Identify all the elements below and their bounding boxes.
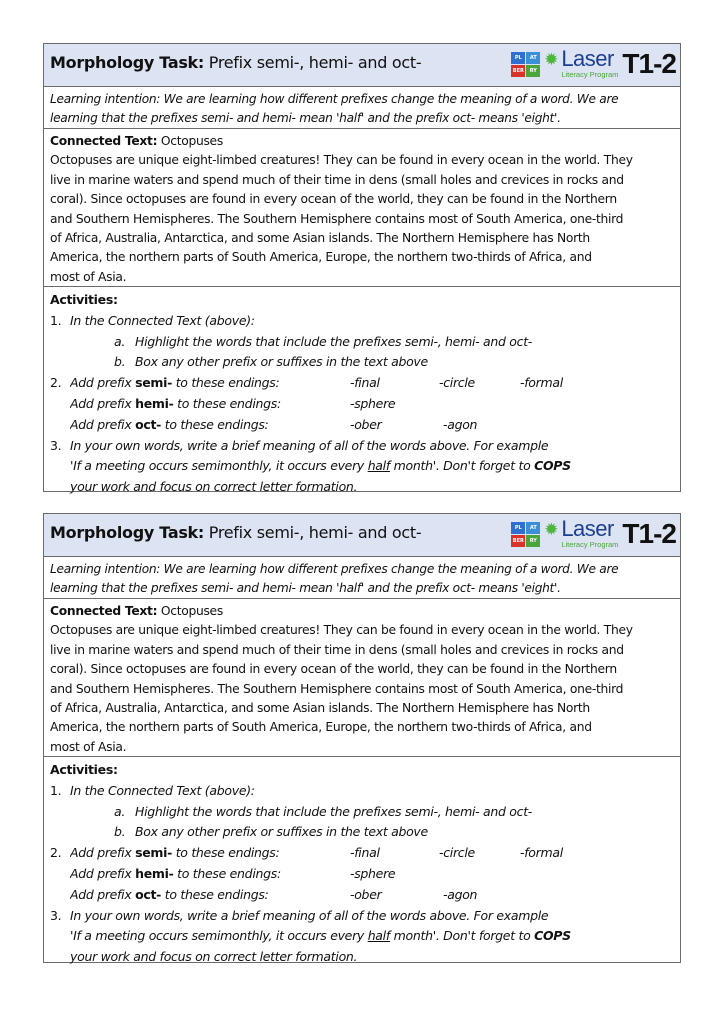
text-line: live in marine waters and spend much of their time in dens (small holes and crevices in rocks and <box>50 642 624 657</box>
activity-2-oct <box>50 415 674 436</box>
learning-intention <box>44 557 680 599</box>
activity-text: Highlight the words that include the prefixes semi-, hemi- and oct- <box>135 803 533 819</box>
activity-1b <box>50 822 674 843</box>
task-title-topic: Prefix semi-, hemi- and oct- <box>203 523 422 542</box>
text-fragment: to these endings: <box>172 375 280 391</box>
text-fragment: Add prefix <box>70 416 136 432</box>
puzzle-tile: BER <box>511 65 525 77</box>
learning-intention <box>44 87 680 129</box>
puzzle-tile: PL <box>511 522 525 534</box>
text-line: live in marine waters and spend much of their time in dens (small holes and crevices in rocks and <box>50 172 624 187</box>
text-line: and Southern Hemispheres. The Southern Hemisphere contains most of South America, one-third <box>50 211 624 226</box>
activity-3 <box>50 906 674 927</box>
text-fragment: month'. Don't forget to <box>389 928 535 944</box>
item-number: 3. <box>50 437 62 453</box>
text-fragment: 'If a meeting occurs semimonthly, it occurs every <box>70 458 368 474</box>
logo-brand: Laser <box>561 516 614 541</box>
cops-keyword: COPS <box>534 928 571 944</box>
item-number: 3. <box>50 907 62 923</box>
level-badge: T1-2 <box>622 518 676 549</box>
activities-label: Activities: <box>50 292 118 307</box>
text-line: and Southern Hemispheres. The Southern Hemisphere contains most of South America, one-third <box>50 681 624 696</box>
item-number: 1. <box>50 782 62 798</box>
activity-2-semi <box>50 373 674 394</box>
activity-text <box>70 415 338 436</box>
activity-text <box>70 843 338 864</box>
underlined-word: half <box>367 458 390 474</box>
logo-tagline: Literacy Program <box>561 540 619 549</box>
text-fragment: to these endings: <box>161 416 269 432</box>
logo-brand: Laser <box>561 46 614 71</box>
text-line: coral). Since octopuses are found in every ocean of the world, they can be found in the Northern <box>50 662 617 677</box>
text-line: most of Asia. <box>50 269 127 284</box>
ending: -agon <box>443 886 478 902</box>
activity-text: In your own words, write a brief meaning of all of the words above. For example <box>70 907 549 923</box>
item-number: 2. <box>50 375 62 391</box>
activity-3-line2 <box>50 456 674 477</box>
item-number: 2. <box>50 845 62 861</box>
activity-1a <box>50 332 674 353</box>
ending: -formal <box>520 375 563 391</box>
cops-keyword: COPS <box>534 458 571 474</box>
activity-text <box>70 885 338 906</box>
text-fragment: month'. Don't forget to <box>389 458 535 474</box>
activity-text <box>70 373 338 394</box>
connected-text-label: Connected Text: <box>50 134 158 148</box>
activity-3-line3 <box>50 477 674 498</box>
prefix: hemi- <box>135 865 174 881</box>
laser-literacy-logo <box>511 48 676 82</box>
puzzle-tile: BER <box>511 535 525 547</box>
activity-2-hemi <box>50 864 674 885</box>
activity-text: In the Connected Text (above): <box>70 312 255 328</box>
learning-intention-line: learning that the prefixes semi- and hemi- mean 'half' and the prefix oct- means 'eight'. <box>50 110 561 125</box>
text-fragment: 'If a meeting occurs semimonthly, it occurs every <box>70 928 368 944</box>
activity-text <box>70 864 338 885</box>
activity-text <box>70 926 571 947</box>
laser-burst-icon: ✹ <box>544 520 559 540</box>
prefix: oct- <box>135 416 162 432</box>
activity-1 <box>50 781 674 802</box>
laser-literacy-logo <box>511 518 676 552</box>
text-line: America, the northern parts of South America, Europe, the northern two-thirds of Africa, and <box>50 250 592 265</box>
activity-3-line2 <box>50 926 674 947</box>
text-fragment: Add prefix <box>70 375 136 391</box>
prefix: semi- <box>135 845 173 861</box>
connected-text-title: Octopuses <box>157 134 223 148</box>
logo-tagline: Literacy Program <box>561 70 619 79</box>
text-line: most of Asia. <box>50 739 127 754</box>
text-fragment: to these endings: <box>172 845 280 861</box>
prefix: hemi- <box>135 395 174 411</box>
task-title-label: Morphology Task: <box>50 53 204 72</box>
activity-3 <box>50 436 674 457</box>
activities <box>44 757 680 970</box>
morphology-task-card <box>43 513 681 963</box>
activities-label: Activities: <box>50 762 118 777</box>
task-title <box>50 523 502 542</box>
card-header <box>44 514 680 557</box>
text-line: of Africa, Australia, Antarctica, and some Asian islands. The Northern Hemisphere has North <box>50 701 590 716</box>
activity-text: Highlight the words that include the prefixes semi-, hemi- and oct- <box>135 333 533 349</box>
puzzle-icon <box>511 52 541 78</box>
morphology-task-card <box>43 43 681 495</box>
card-header <box>44 44 680 87</box>
text-line: America, the northern parts of South America, Europe, the northern two-thirds of Africa, and <box>50 720 592 735</box>
activity-1 <box>50 311 674 332</box>
task-title <box>50 53 502 72</box>
laser-burst-icon: ✹ <box>544 50 559 70</box>
ending: -sphere <box>350 395 396 411</box>
learning-intention-line: learning that the prefixes semi- and hemi- mean 'half' and the prefix oct- means 'eight'. <box>50 580 561 595</box>
connected-text-label: Connected Text: <box>50 604 158 618</box>
underlined-word: half <box>367 928 390 944</box>
task-title-label: Morphology Task: <box>50 523 204 542</box>
activity-3-line3 <box>50 947 674 968</box>
activity-text: In the Connected Text (above): <box>70 782 255 798</box>
activity-1a <box>50 802 674 823</box>
text-fragment: Add prefix <box>70 395 136 411</box>
sub-letter: a. <box>114 803 126 819</box>
activity-text <box>70 394 338 415</box>
prefix: oct- <box>135 886 162 902</box>
ending: -ober <box>350 416 382 432</box>
ending: -circle <box>439 375 475 391</box>
connected-text-title: Octopuses <box>157 604 223 618</box>
text-line: Octopuses are unique eight-limbed creatures! They can be found in every ocean in the world. They <box>50 153 633 168</box>
item-number: 1. <box>50 312 62 328</box>
learning-intention-line: Learning intention: We are learning how different prefixes change the meaning of a word. We are <box>50 562 619 576</box>
text-line: of Africa, Australia, Antarctica, and some Asian islands. The Northern Hemisphere has North <box>50 231 590 246</box>
activity-text: In your own words, write a brief meaning of all of the words above. For example <box>70 437 549 453</box>
sub-letter: a. <box>114 333 126 349</box>
text-fragment: Add prefix <box>70 845 136 861</box>
text-line: Octopuses are unique eight-limbed creatures! They can be found in every ocean in the world. They <box>50 623 633 638</box>
activity-text: Box any other prefix or suffixes in the text above <box>135 354 428 370</box>
ending: -circle <box>439 845 475 861</box>
text-fragment: Add prefix <box>70 886 136 902</box>
ending: -formal <box>520 845 563 861</box>
level-badge: T1-2 <box>622 48 676 79</box>
ending: -final <box>350 375 380 391</box>
logo-wordmark <box>561 48 618 80</box>
task-title-topic: Prefix semi-, hemi- and oct- <box>203 53 422 72</box>
activity-1b <box>50 352 674 373</box>
activity-2-oct <box>50 885 674 906</box>
sub-letter: b. <box>114 354 126 370</box>
ending: -agon <box>443 416 478 432</box>
text-fragment: to these endings: <box>173 395 281 411</box>
text-fragment: to these endings: <box>161 886 269 902</box>
connected-text <box>44 599 680 757</box>
sub-letter: b. <box>114 824 126 840</box>
logo-wordmark <box>561 518 618 550</box>
puzzle-tile: RY <box>526 535 540 547</box>
puzzle-tile: PL <box>511 52 525 64</box>
activity-text: your work and focus on correct letter formation. <box>70 949 358 965</box>
prefix: semi- <box>135 375 173 391</box>
learning-intention-line: Learning intention: We are learning how different prefixes change the meaning of a word. We are <box>50 92 619 106</box>
activity-text: your work and focus on correct letter formation. <box>70 479 358 495</box>
activity-2-hemi <box>50 394 674 415</box>
connected-text <box>44 129 680 287</box>
ending: -sphere <box>350 865 396 881</box>
ending: -final <box>350 845 380 861</box>
puzzle-tile: RY <box>526 65 540 77</box>
activity-text: Box any other prefix or suffixes in the text above <box>135 824 428 840</box>
activity-2-semi <box>50 843 674 864</box>
text-fragment: to these endings: <box>173 865 281 881</box>
puzzle-tile: AT <box>526 52 540 64</box>
text-fragment: Add prefix <box>70 865 136 881</box>
ending: -ober <box>350 886 382 902</box>
activities <box>44 287 680 500</box>
text-line: coral). Since octopuses are found in every ocean of the world, they can be found in the Northern <box>50 192 617 207</box>
activity-text <box>70 456 571 477</box>
puzzle-icon <box>511 522 541 548</box>
puzzle-tile: AT <box>526 522 540 534</box>
